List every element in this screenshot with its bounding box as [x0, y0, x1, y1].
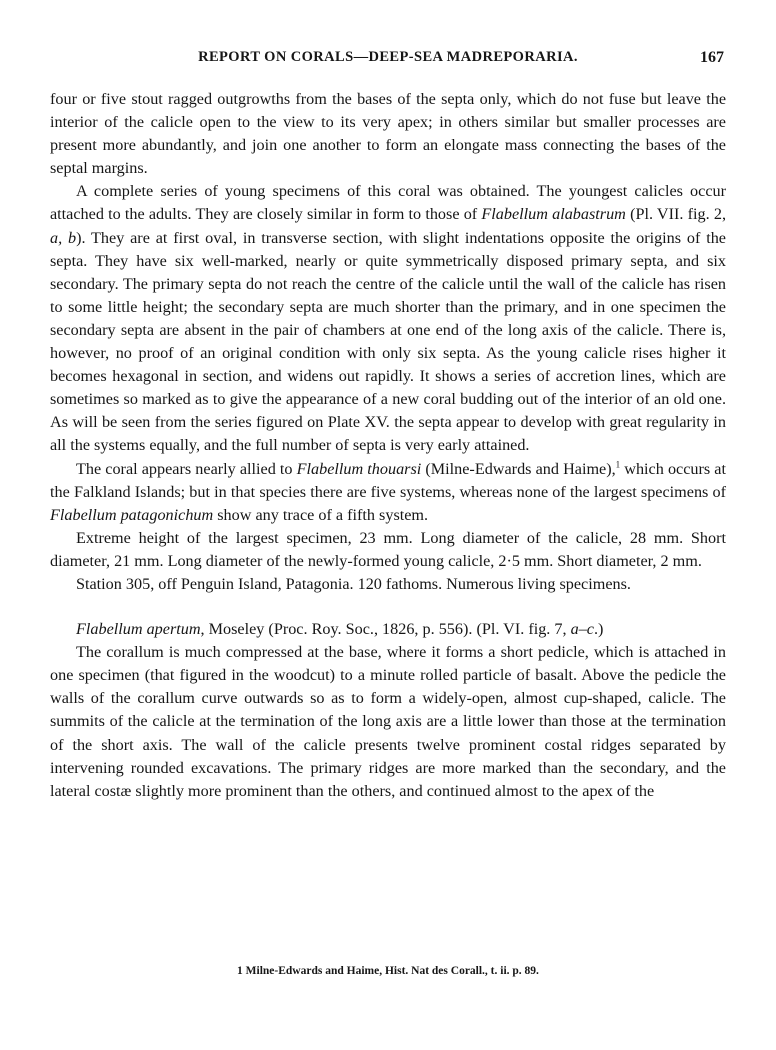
body-text	[50, 88, 726, 803]
text-run: which occurs at the Falkland Islands; but in that species there are five systems, whereas none of the largest specimens of	[50, 459, 726, 501]
figure-letters: a, b	[50, 228, 77, 247]
running-head: REPORT ON CORALS—DEEP-SEA MADREPORARIA.	[198, 49, 578, 65]
species-name: Flabellum apertum	[76, 620, 201, 639]
page-header	[50, 49, 726, 71]
paragraph-young-specimens	[50, 180, 726, 457]
species-heading	[50, 618, 726, 641]
species-name: Flabellum patagonichum	[50, 505, 214, 524]
text-run: , Moseley (Proc. Roy. Soc., 1826, p. 556). (Pl. VI. fig. 7,	[200, 620, 571, 639]
text-run: .)	[593, 620, 604, 639]
paragraph-station: Station 305, off Penguin Island, Patagonia. 120 fathoms. Numerous living specimens.	[76, 574, 631, 593]
page-number: 167	[700, 49, 724, 66]
footnote: 1 Milne-Edwards and Haime, Hist. Nat des Corall., t. ii. p. 89.	[237, 965, 539, 977]
figure-letters: a–c	[570, 620, 594, 639]
species-name: Flabellum thouarsi	[296, 459, 422, 478]
text-run: A complete series of young specimens of this coral was obtained. The youngest calicles occur attached to the adults. They are closely similar in form to those of	[50, 182, 726, 224]
paragraph-affinity	[50, 458, 726, 527]
text-run: (Pl. VII. fig. 2,	[625, 205, 726, 224]
text-run: (Milne-Edwards and Haime),	[421, 459, 616, 478]
footnote-marker: 1	[615, 459, 621, 470]
text-run: show any trace of a fifth system.	[213, 505, 429, 524]
text-run: The coral appears nearly allied to	[76, 459, 297, 478]
text-run: ). They are at first oval, in transverse section, with slight indentations opposite the origins of the septa. They have six well-marked, nearly or quite symmetrically disposed primary septa, and six secondary. The primary septa do not reach the centre of the calicle until the wall of the calicle has risen to some little height; the secondary septa are much shorter than the primary, and in one specimen the secondary septa are absent in the pair of chambers at one end of the long axis of the calicle. There is, however, no proof of an original condition with only six septa. As the young calicle rises higher it becomes hexagonal in section, and widens out rapidly. It shows a series of accretion lines, which are sometimes so marked as to give the appearance of a new coral budding out of the interior of an old one. As will be seen from the series figured on Plate XV. the septa appear to develop with great regularity in all the systems equally, and the full number of septa is very early attained.	[50, 228, 726, 455]
paragraph-continuation: four or five stout ragged outgrowths from the bases of the septa only, which do not fuse but leave the interior of the calicle open to the view to its very apex; in others similar but smaller processes are present more abundantly, and join one another to form an elongate mass connecting the bases of the septal margins.	[50, 90, 726, 178]
paragraph-measurements: Extreme height of the largest specimen, 23 mm. Long diameter of the calicle, 28 mm. Short diameter, 21 mm. Long diameter of the newly-formed young calicle, 2·5 mm. Short diameter, 2 mm.	[50, 528, 726, 570]
species-name: Flabellum alabastrum	[481, 205, 626, 224]
paragraph-corallum: The corallum is much compressed at the base, where it forms a short pedicle, which is attached in one specimen (that figured in the woodcut) to a minute rolled particle of basalt. Above the pedicle the walls of the corallum curve outwards so as to form a widely-open, almost cup-shaped, calicle. The summits of the calicle at the termination of the long axis are a little lower than those at the termination of the short axis. The wall of the calicle presents twelve prominent costal ridges separated by intervening rounded excavations. The primary ridges are more marked than the secondary, and the lateral costæ slightly more prominent than the others, and continued almost to the apex of the	[50, 643, 726, 800]
